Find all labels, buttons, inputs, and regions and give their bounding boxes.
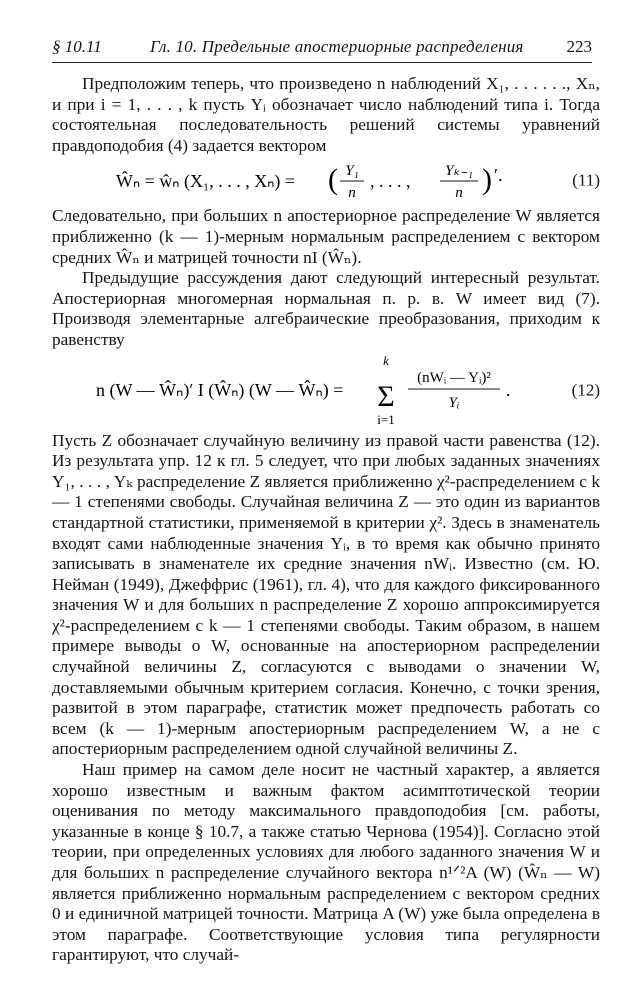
eq11-tail: ′. (494, 165, 503, 186)
eq11-num1: Y₁ (345, 163, 359, 180)
eq12-sum-lower: i=1 (377, 411, 395, 427)
eq11-right-paren: ) (482, 163, 492, 197)
eq11-den1: n (348, 185, 356, 202)
eq12-num: (nWᵢ — Yᵢ)² (417, 369, 491, 386)
equation-number-11: (11) (572, 171, 600, 191)
eq12-den: Yᵢ (448, 394, 460, 411)
eq12-sum-upper: k (383, 352, 389, 368)
paragraph-2: Следовательно, при больших n апостериорное распределение W является приближенно (k — 1)-мерным нормальным распределением с вектором средних Ŵₙ и матрицей точности nI (Ŵₙ). (52, 206, 600, 267)
equation-number-12: (12) (571, 380, 600, 400)
equation-11-expression (116, 157, 536, 205)
page-body (52, 74, 600, 966)
page-number: 223 (566, 37, 592, 56)
eq12-lhs: n (W — Ŵₙ)′ I (Ŵₙ) (W — Ŵₙ) = (96, 379, 344, 400)
paragraph-5: Наш пример на самом деле носит не частный характер, а является хорошо известным и важным фактом асимптотической теории оценивания по методу максимального правдоподобия [см. работы, указанные в конце § 10.7, а также статью Чернова (1954)]. Согласно этой теории, при определенных условиях для любого заданного значения W и для больших n распределение случайного вектора n¹ᐟ²A (W) (Ŵₙ — W) является приближенно нормальным распределением с вектором средних 0 и единичной матрицей точности. Матрица A (W) уже была определена в этом параграфе. Соответствующие условия типа регулярности гарантируют, что случай- (52, 760, 600, 965)
eq11-mid: , . . . , (370, 171, 411, 192)
paragraph-3: Предыдущие рассуждения дают следующий интересный результат. Апостериорная многомерная нормальная п. р. в. W имеет вид (7). Производя элементарные алгебраические преобразования, приходим к равенству (52, 268, 600, 349)
running-header (52, 37, 592, 61)
chapter-title: Гл. 10. Предельные апостериорные распределения (150, 37, 524, 56)
eq11-den2: n (455, 185, 463, 202)
equation-11 (52, 156, 600, 206)
header-rule (52, 62, 592, 63)
eq11-num2: Yₖ₋₁ (445, 163, 473, 180)
equation-12 (52, 351, 600, 431)
eq12-tail: . (506, 379, 511, 400)
paragraph-4: Пусть Z обозначает случайную величину из правой части равенства (12). Из результата упр. 12 к гл. 5 следует, что при любых заданных значениях Y₁, . . . , Yₖ распределение Z является приближенно χ²-распределением с k — 1 степенями свободы. Случайная величина Z — это один из вариантов стандартной статистики, применяемой в критерии χ². Здесь в знаменатель входят сами наблюденные значения Yᵢ, в то время как обычно принято записывать в знаменателе их средние значения nWᵢ. Известно (см. Ю. Нейман (1949), Джеффрис (1961), гл. 4), что для каждого фиксированного значения W и для больших n распределение Z хорошо аппроксимируется χ²-распределением с k — 1 степенями свободы. Таким образом, в нашем примере выводы о W, основанные на апостериорном распределении случайной величины Z, согласуются с выводами о значении W, доставляемыми обычным критерием согласия. Конечно, с точки зрения, развитой в этом параграфе, статистик может предпочесть работать со всем (k — 1)-мерным апостериорным распределением W, а не с апостериорным распределением одной случайной величины Z. (52, 430, 600, 759)
eq12-sigma: Σ (377, 379, 395, 413)
paragraph-1: Предположим теперь, что произведено n наблюдений X₁, . . . . . ., Xₙ, и при i = 1, . . . , k пусть Yᵢ обозначает число наблюдений типа i. Тогда состоятельная последовательность решений системы уравнений правдоподобия (4) задается вектором (52, 74, 600, 155)
equation-12-expression (96, 352, 556, 430)
eq11-left-paren: ( (328, 163, 338, 197)
eq11-lhs: Ŵₙ = ŵₙ (X₁, . . . , Xₙ) = (116, 171, 296, 192)
section-number: § 10.11 (52, 37, 102, 56)
